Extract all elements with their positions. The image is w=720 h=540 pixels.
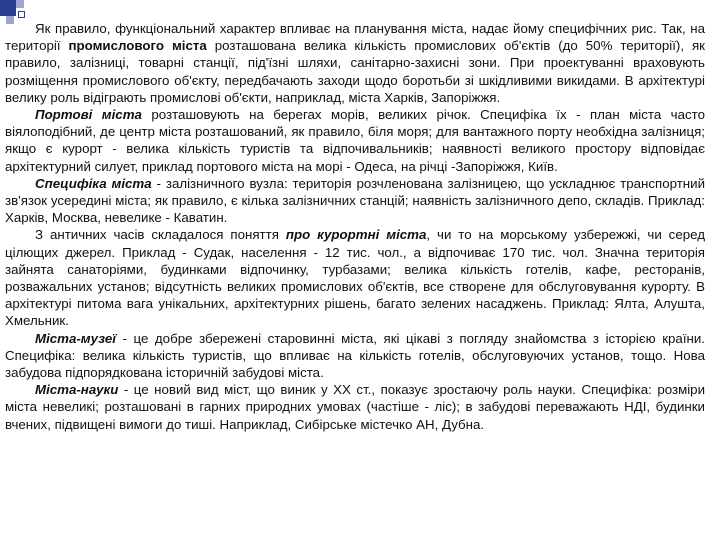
corner-square-dark — [0, 0, 16, 16]
document-body — [5, 20, 705, 433]
emphasized-term: Міста-науки — [35, 382, 119, 398]
paragraph-2 — [5, 106, 705, 175]
text-run: З античних часів складалося поняття — [35, 227, 286, 243]
text-run: - це новий вид міст, що виник у XX ст., показує зростаючу роль науки. Специфіка: розміри міста невеликі; розташовані в гарних природних умовах (частіше - ліс); в забудові переважають НДІ, будинки вчених, підвищені вимоги до тиші. Наприклад, Сибірське містечко АН, Дубна. — [5, 382, 705, 432]
emphasized-term: Специфіка міста — [35, 175, 152, 191]
emphasized-term: Міста-музеї — [35, 330, 116, 346]
text-run: , чи то на морському узбережжі, чи серед цілющих джерел. Приклад - Судак, населення - 12 тис. чол., а відпочиває 170 тис. чол. Значна територія зайнята санаторіями, будинками відпочинку, турбазами; велика кількість готелів, кафе, ресторанів, розважальних установ; відсутність великих промислових об'єктів, все створене для обслуговування курорту. В архітектурі питома вага унікальних, архітектурних рішень, багато зелених насаджень. Приклад: Ялта, Алушта, Хмельник. — [5, 227, 705, 329]
emphasized-term: Портові міста — [35, 107, 142, 123]
corner-square-light-top — [16, 0, 24, 8]
emphasized-term: про курортні міста — [285, 227, 427, 243]
paragraph-3 — [5, 175, 705, 227]
text-run: Як правило, функціональний характер впливає на планування міста, надає йому специфічних рис. Так, на території — [5, 21, 705, 54]
emphasized-term: промислового міста — [68, 38, 207, 54]
paragraph-6 — [5, 381, 705, 433]
corner-square-outline — [18, 11, 25, 18]
paragraph-5 — [5, 330, 705, 382]
paragraph-4 — [5, 226, 705, 329]
text-run: розташовують на берегах морів, великих річок. Специфіка їх - план міста часто віялоподібний, де центр міста розташований, як правило, біля моря; для вантажного порту необхідна залізниця; якщо є курорт - велика кількість туристів та відпочивальників; наявності великого простору відповідає архітектурний силует, приклад портового міста на морі - Одеса, на річці -Запоріжжя, Київ. — [5, 107, 705, 174]
text-run: - це добре збережені старовинні міста, які цікаві з погляду знайомства з історією країни. Специфіка: велика кількість туристів, що впливає на кількість готелів, обслуговуючих установ, тощо. Нова забудова підпорядкована історичній забудові міста. — [5, 330, 705, 381]
paragraph-1 — [5, 20, 705, 106]
text-run: - залізничного вузла: територія розчленована залізницею, що ускладнює транспортний зв'язок усередині міста; як правило, є кілька залізничних станцій; наявність залізничного депо, складів. Приклад: Харків, Москва, невелике - Каватин. — [5, 175, 706, 226]
text-run: розташована велика кількість промислових об'єктів (до 50% території), як правило, залізниці, товарні станції, під'їзні шляхи, санітарно-захисні зони. При проектуванні враховують розміщення промислового об'єкту, передбачають заходи щодо боротьби зі шкідливими викидами. В архітектурі велику роль відіграють промислові об'єкти, наприклад, міста Харків, Запоріжжя. — [5, 38, 705, 105]
